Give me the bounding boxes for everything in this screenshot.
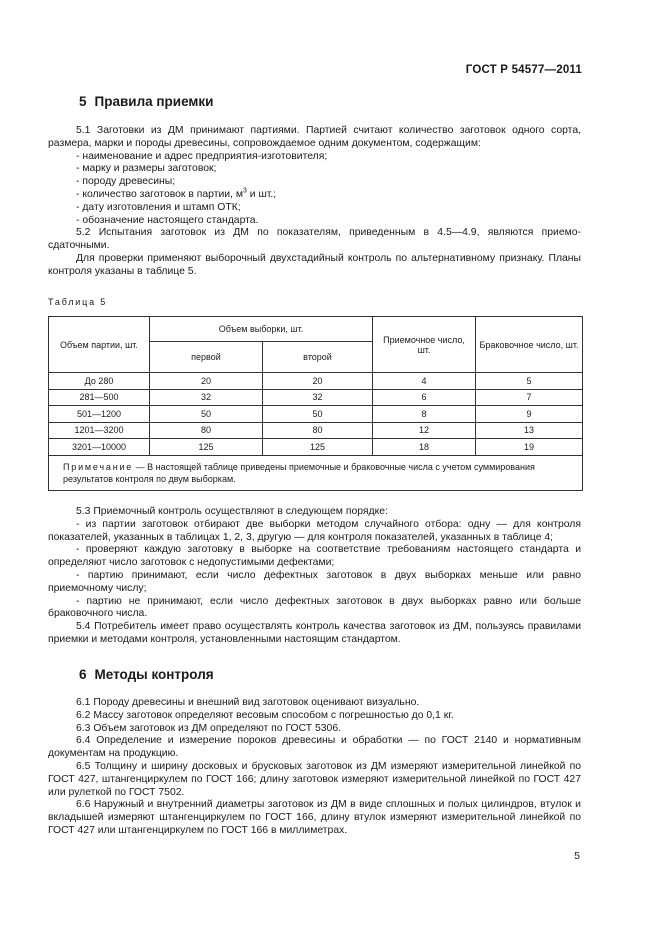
- page-number: 5: [574, 850, 580, 862]
- cell-reject: 19: [476, 439, 583, 456]
- cell-lot: 281—500: [49, 389, 150, 406]
- cell-accept: 18: [373, 439, 476, 456]
- paragraph-5-1: 5.1 Заготовки из ДМ принимают партиями. Партией считают количество заготовок одного сорта, размера, марки и породы древесины, сопровождаемое одним документом, содержащим:: [48, 125, 581, 149]
- cell-reject: 5: [476, 373, 583, 390]
- cell-reject: 9: [476, 406, 583, 423]
- list-item: - партию принимают, если число дефектных заготовок в двух выборках меньше или равно приемочному числу;: [48, 569, 581, 594]
- quantity-text-end: и шт.;: [246, 188, 277, 200]
- cubic-superscript: 3: [242, 187, 247, 195]
- list-item: - наименование и адрес предприятия-изготовителя;: [76, 150, 328, 162]
- table-caption: Таблица 5: [48, 297, 107, 307]
- cell-second: 125: [262, 439, 372, 456]
- table-row: [49, 373, 583, 390]
- document-header: ГОСТ Р 54577—2011: [465, 64, 582, 76]
- list-item-quantity: [48, 189, 581, 202]
- header-acceptance-number: Приемочное число, шт.: [373, 317, 476, 373]
- paragraph-6-2: 6.2 Массу заготовок определяют весовым способом с погрешностью до 0,1 кг.: [76, 709, 454, 721]
- cell-second: 32: [262, 389, 372, 406]
- paragraph-5-4: 5.4 Потребитель имеет право осуществлять контроль качества заготовок из ДМ, пользуясь правилами приемки и методами контроля, установленными настоящим стандартом.: [48, 621, 581, 645]
- section-5-heading: [79, 94, 213, 109]
- table-row: [49, 389, 583, 406]
- cell-lot: 1201—3200: [49, 422, 150, 439]
- cell-first: 125: [150, 439, 263, 456]
- cell-second: 80: [262, 422, 372, 439]
- cell-first: 80: [150, 422, 263, 439]
- cell-first: 32: [150, 389, 263, 406]
- cell-reject: 13: [476, 422, 583, 439]
- section-5-procedure: [48, 506, 581, 647]
- header-second-sample: второй: [262, 342, 372, 373]
- list-item: - партию не принимают, если число дефектных заготовок в двух выборках равно или больше браковочного числа.: [48, 595, 581, 620]
- list-item: - породу древесины;: [76, 176, 176, 188]
- cell-lot: До 280: [49, 373, 150, 390]
- section-6-title: Методы контроля: [94, 667, 214, 682]
- section-5-title: Правила приемки: [94, 94, 214, 109]
- section-5-number: 5: [79, 94, 87, 109]
- cell-accept: 4: [373, 373, 476, 390]
- table-row: [49, 406, 583, 423]
- list-item: - марку и размеры заготовок;: [76, 163, 217, 175]
- header-lot-size: Объем партии, шт.: [49, 317, 150, 373]
- cell-reject: 7: [476, 389, 583, 406]
- header-rejection-number: Браковочное число, шт.: [476, 317, 583, 373]
- table-row: [49, 422, 583, 439]
- cell-first: 50: [150, 406, 263, 423]
- table-note: [49, 455, 583, 490]
- cell-accept: 8: [373, 406, 476, 423]
- paragraph-5-3: 5.3 Приемочный контроль осуществляют в следующем порядке:: [76, 506, 388, 517]
- header-sample-size: Объем выборки, шт.: [150, 317, 373, 342]
- cell-second: 20: [262, 373, 372, 390]
- quantity-text: - количество заготовок в партии, м: [76, 188, 243, 200]
- cell-lot: 3201—10000: [49, 439, 150, 456]
- list-item: - проверяют каждую заготовку в выборке на соответствие требованиям настоящего стандарта и определяют число заготовок с недопустимыми дефектами;: [48, 544, 581, 569]
- cell-accept: 6: [373, 389, 476, 406]
- paragraph-6-1: 6.1 Породу древесины и внешний вид заготовок оценивают визуально.: [76, 697, 420, 708]
- cell-lot: 501—1200: [49, 406, 150, 423]
- section-6-heading: [79, 667, 214, 682]
- paragraph-5-2-b: Для проверки применяют выборочный двухстадийный контроль по альтернативному признаку. Планы контроля указаны в таблице 5.: [48, 252, 581, 277]
- section-6-number: 6: [79, 667, 87, 682]
- cell-first: 20: [150, 373, 263, 390]
- cell-accept: 12: [373, 422, 476, 439]
- header-first-sample: первой: [150, 342, 263, 373]
- note-label: Примечание: [63, 461, 134, 472]
- paragraph-5-2: 5.2 Испытания заготовок из ДМ по показателям, приведенным в 4.5—4.9, являются приемо-сдаточными.: [48, 227, 581, 252]
- paragraph-6-3: 6.3 Объем заготовок из ДМ определяют по ГОСТ 5306.: [76, 722, 341, 734]
- acceptance-table: [48, 316, 583, 491]
- cell-second: 50: [262, 406, 372, 423]
- paragraph-6-4: 6.4 Определение и измерение пороков древесины и обработки — по ГОСТ 2140 и нормативным документам на продукцию.: [48, 735, 581, 760]
- list-item: - из партии заготовок отбирают две выборки методом случайного отбора: одну — для контроля показателей, указанных в таблицах 1, 2, 3, другую — для контроля показателей, указанных в таблице 4;: [48, 518, 581, 543]
- paragraph-6-6: 6.6 Наружный и внутренний диаметры заготовок из ДМ в виде сплошных и полых цилиндров, втулок и вкладышей измеряют штангенциркулем по ГОСТ 166, длину втулок измеряют измерительной линейкой по ГОСТ 427 или штангенциркулем по ГОСТ 166 в миллиметрах.: [48, 799, 581, 836]
- section-6-body: [48, 697, 581, 838]
- note-text: — В настоящей таблице приведены приемочные и браковочные числа с учетом суммирования результатов контроля по двум выборкам.: [63, 461, 535, 484]
- list-item: - дату изготовления и штамп ОТК;: [76, 201, 241, 213]
- table-row: [49, 439, 583, 456]
- section-5-intro: [48, 125, 581, 279]
- paragraph-6-5: 6.5 Толщину и ширину досковых и брусковых заготовок из ДМ измеряют измерительной линейкой по ГОСТ 427, штангенциркулем по ГОСТ 166; длину заготовок измеряют измерительной линейкой по ГОСТ 427 или рулеткой по ГОСТ 7502.: [48, 760, 581, 798]
- list-item: - обозначение настоящего стандарта.: [76, 214, 259, 226]
